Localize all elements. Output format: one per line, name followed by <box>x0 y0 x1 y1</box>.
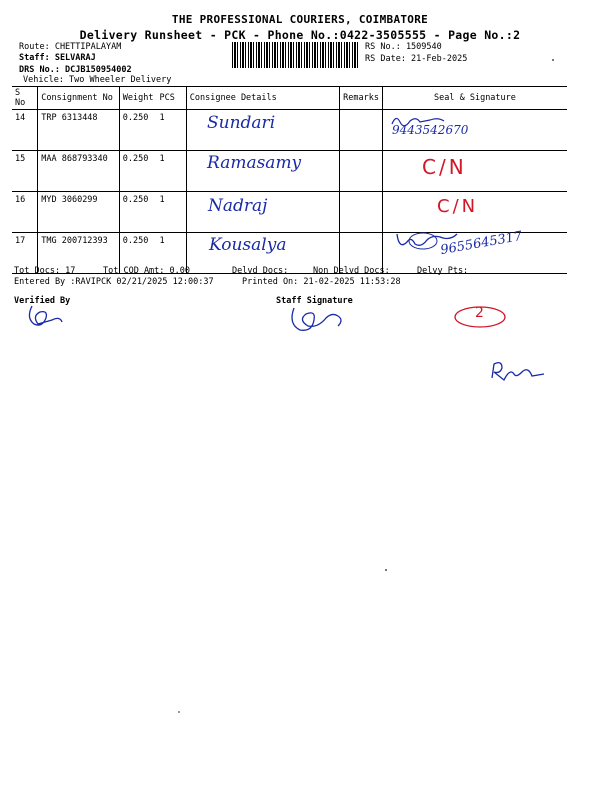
cell-sno: 15 <box>12 151 38 192</box>
cell-pcs: 1 <box>156 151 186 192</box>
verified-by-label: Verified By <box>14 296 71 306</box>
delivery-points: Delvy Pts: <box>417 266 469 276</box>
cell-remarks <box>340 192 383 233</box>
handwritten-name: Kousalya <box>209 235 287 255</box>
cell-weight: 0.250 <box>119 233 156 274</box>
non-delivered-docs: Non Delvd Docs: <box>313 266 390 276</box>
staff-signature-label: Staff Signature <box>276 296 353 306</box>
handwritten-name: Ramasamy <box>207 153 302 173</box>
staff-label: Staff: SELVARAJ <box>19 53 96 63</box>
cell-remarks <box>340 110 383 151</box>
total-docs: Tot Docs: 17 <box>14 266 76 276</box>
cell-pcs: 1 <box>156 192 186 233</box>
cell-consignment: TRP 6313448 <box>38 110 120 151</box>
cell-consignment: TMG 200712393 <box>38 233 120 274</box>
runsheet-subtitle: Delivery Runsheet - PCK - Phone No.:0422-3505555 - Page No.:2 <box>79 28 521 42</box>
rs-number: RS No.: 1509540 <box>365 42 442 52</box>
cell-sno: 17 <box>12 233 38 274</box>
cell-sno: 14 <box>12 110 38 151</box>
speck <box>385 569 387 571</box>
staff-signature <box>286 302 350 336</box>
total-cod-amount: Tot COD Amt: 0.00 <box>103 266 190 276</box>
table-header-row <box>12 87 567 110</box>
initials-signature <box>486 358 550 384</box>
header-pcs: PCS <box>156 87 186 110</box>
header-weight: Weight <box>119 87 156 110</box>
cell-pcs: 1 <box>156 233 186 274</box>
handwritten-phone: 9443542670 <box>392 123 469 137</box>
handwritten-cn: C/N <box>437 196 479 217</box>
printed-on: Printed On: 21-02-2025 11:53:28 <box>242 277 401 287</box>
cell-consignment: MYD 3060299 <box>38 192 120 233</box>
barcode <box>232 42 358 68</box>
rs-date: RS Date: 21-Feb-2025 <box>365 54 468 64</box>
table-row <box>12 110 567 151</box>
cell-weight: 0.250 <box>119 110 156 151</box>
table-row <box>12 192 567 233</box>
header-remarks: Remarks <box>340 87 383 110</box>
cell-remarks <box>340 151 383 192</box>
circled-number: 2 <box>475 305 484 321</box>
speck <box>552 59 554 61</box>
vehicle-label: Vehicle: Two Wheeler Delivery <box>23 75 172 85</box>
handwritten-name: Sundari <box>207 113 276 133</box>
entered-by: Entered By :RAVIPCK 02/21/2025 12:00:37 <box>14 277 214 287</box>
header-consignment: Consignment No <box>38 87 120 110</box>
handwritten-name: Nadraj <box>208 196 268 216</box>
header-sno: S No <box>12 87 38 110</box>
cell-pcs: 1 <box>156 110 186 151</box>
delivered-docs: Delvd Docs: <box>232 266 289 276</box>
cell-weight: 0.250 <box>119 151 156 192</box>
cell-weight: 0.250 <box>119 192 156 233</box>
handwritten-cn: C/N <box>422 155 467 179</box>
cell-sno: 16 <box>12 192 38 233</box>
verifier-signature <box>22 302 66 332</box>
header-consignee: Consignee Details <box>186 87 339 110</box>
cell-consignment: MAA 868793340 <box>38 151 120 192</box>
cell-seal <box>382 151 567 192</box>
header-seal: Seal & Signature <box>382 87 567 110</box>
drs-number: DRS No.: DCJB150954002 <box>19 65 132 75</box>
handwritten-phone: 9655645317 <box>439 228 524 259</box>
speck <box>178 711 180 713</box>
company-title: THE PROFESSIONAL COURIERS, COIMBATORE <box>171 13 429 26</box>
route-label: Route: CHETTIPALAYAM <box>19 42 122 52</box>
